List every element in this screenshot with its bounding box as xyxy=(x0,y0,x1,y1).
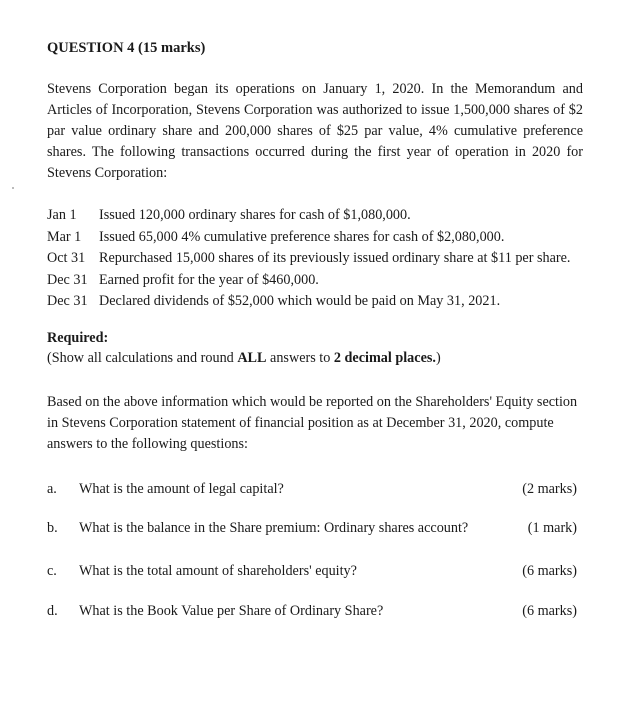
question-letter: c. xyxy=(47,563,57,579)
transaction-row xyxy=(47,227,587,249)
question-title: QUESTION 4 (15 marks) xyxy=(47,40,206,56)
required-note xyxy=(47,350,441,367)
note-bold-all: ALL xyxy=(237,350,267,366)
question-letter: a. xyxy=(47,481,57,497)
transaction-desc: Issued 65,000 4% cumulative preference shares for cash of $2,080,000. xyxy=(99,228,505,245)
transaction-date: Oct 31 xyxy=(47,250,86,266)
question-intro: Stevens Corporation began its operations on January 1, 2020. In the Memorandum and Articles of Incorporation, Stevens Corporation was authorized to issue 1,500,000 shares of $2 par value ordinary share and 200,000 shares of $25 par value, 4% cumulative preference shares. The following transactions occurred during the first year of operation in 2020 for Stevens Corporation: xyxy=(47,81,583,181)
instructions-paragraph: Based on the above information which would be reported on the Shareholders' Equity section in Stevens Corporation statement of financial position as at December 31, 2020, compute answers to the following questions: xyxy=(47,394,578,452)
transaction-date: Dec 31 xyxy=(47,271,88,288)
transaction-row xyxy=(47,291,587,313)
transaction-desc: Declared dividends of $52,000 which would be paid on May 31, 2021. xyxy=(99,293,501,309)
scan-speck xyxy=(12,187,14,189)
note-prefix: (Show all calculations and round xyxy=(47,350,238,366)
question-text: What is the total amount of shareholders' equity? xyxy=(79,563,357,579)
question-text: What is the amount of legal capital? xyxy=(79,481,284,497)
question-marks: (6 marks) xyxy=(522,603,577,619)
transaction-date: Jan 1 xyxy=(47,207,77,223)
note-suffix: ) xyxy=(435,350,441,366)
question-item xyxy=(47,601,577,621)
transaction-row xyxy=(47,270,587,292)
transaction-date: Mar 1 xyxy=(47,228,82,245)
note-mid: answers to xyxy=(266,350,334,366)
question-item xyxy=(47,561,577,581)
transaction-list xyxy=(47,205,587,313)
transaction-row xyxy=(47,205,587,227)
question-marks: (2 marks) xyxy=(522,481,577,497)
question-text: What is the balance in the Share premium: Ordinary shares account? xyxy=(79,520,469,536)
transaction-desc: Issued 120,000 ordinary shares for cash of $1,080,000. xyxy=(99,207,411,223)
question-letter: d. xyxy=(47,603,58,619)
transaction-row xyxy=(47,248,587,270)
question-marks: (1 mark) xyxy=(527,520,577,536)
note-bold-decimals: 2 decimal places. xyxy=(333,350,436,366)
transaction-desc: Earned profit for the year of $460,000. xyxy=(99,271,319,288)
transaction-desc: Repurchased 15,000 shares of its previously issued ordinary share at $11 per share. xyxy=(99,250,571,266)
question-item xyxy=(47,479,577,499)
question-item xyxy=(47,518,577,538)
transaction-date: Dec 31 xyxy=(47,293,88,309)
question-text: What is the Book Value per Share of Ordinary Share? xyxy=(79,603,384,619)
question-marks: (6 marks) xyxy=(522,563,577,579)
required-heading: Required: xyxy=(47,330,109,346)
question-letter: b. xyxy=(47,520,58,536)
